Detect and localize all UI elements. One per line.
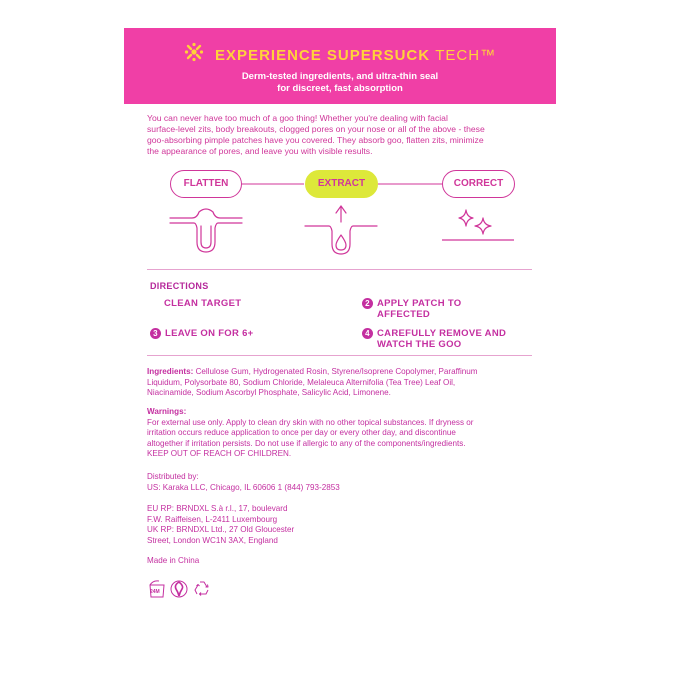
step-number-badge: 4 bbox=[362, 328, 373, 339]
ingredients-block bbox=[147, 367, 537, 399]
step-number-badge: 2 bbox=[362, 298, 373, 309]
banner-title-text: EXPERIENCE SUPERSUCK bbox=[215, 46, 431, 64]
distributor-label: Distributed by: bbox=[147, 472, 199, 481]
header-banner bbox=[124, 28, 556, 104]
direction-step-text bbox=[377, 298, 461, 320]
distributor-line: US: Karaka LLC, Chicago, IL 60606 1 (844) 793-2853 bbox=[147, 482, 340, 492]
warnings-label: Warnings: bbox=[147, 407, 187, 416]
representative-line: UK RP: BRNDXL Ltd., 27 Old Gloucester bbox=[147, 525, 295, 534]
extraction-arrow-icon bbox=[301, 204, 381, 260]
direction-step-text bbox=[377, 328, 506, 350]
pill-flatten: FLATTEN bbox=[170, 170, 242, 198]
direction-step-line: CAREFULLY REMOVE AND bbox=[377, 328, 507, 339]
direction-step-4 bbox=[362, 328, 506, 350]
distributor-block bbox=[147, 472, 537, 493]
green-dot-icon bbox=[170, 580, 188, 603]
intro-line: goo-absorbing pimple patches have you covered. They absorb goo, flatten zits, minimize bbox=[147, 135, 484, 145]
step-number-badge: 3 bbox=[150, 328, 161, 339]
banner-title-suffix: TECH™ bbox=[435, 46, 497, 64]
direction-step-2 bbox=[362, 298, 461, 320]
pore-bump-icon bbox=[166, 208, 246, 258]
ingredients-line: Cellulose Gum, Hydrogenated Rosin, Styrene/Isoprene Copolymer, Paraffinum bbox=[195, 367, 478, 376]
banner-subtitle-line: Derm-tested ingredients, and ultra-thin seal bbox=[241, 71, 439, 82]
direction-step-3 bbox=[150, 328, 254, 339]
direction-step-line: AFFECTED bbox=[377, 309, 431, 320]
warnings-block bbox=[147, 407, 537, 460]
representative-block bbox=[147, 504, 537, 546]
representative-line: F.W. Raiffeisen, L-2411 Luxembourg bbox=[147, 514, 278, 524]
steps-diagram bbox=[124, 164, 556, 264]
direction-step-line: APPLY PATCH TO bbox=[377, 298, 462, 309]
recycle-icon bbox=[192, 579, 212, 604]
representative-line: Street, London WC1N 3AX, England bbox=[147, 535, 278, 545]
ingredients-line: Niacinamide, Sodium Ascorbyl Phosphate, Salicylic Acid, Limonene. bbox=[147, 388, 391, 397]
intro-line: the appearance of pores, and leave you with visible results. bbox=[147, 146, 373, 156]
banner-title bbox=[124, 44, 556, 68]
period-after-opening-icon bbox=[147, 579, 167, 604]
made-in: Made in China bbox=[147, 556, 200, 565]
pill-extract: EXTRACT bbox=[305, 170, 378, 198]
sparkle-icon bbox=[438, 208, 518, 248]
warnings-line: irritation occurs reduce application to once per day or every other day, and discontinue bbox=[147, 428, 456, 437]
divider bbox=[147, 269, 532, 270]
pill-correct: CORRECT bbox=[442, 170, 515, 198]
direction-step-line: WATCH THE GOO bbox=[377, 339, 462, 350]
warnings-line: KEEP OUT OF REACH OF CHILDREN. bbox=[147, 449, 292, 458]
directions-title: DIRECTIONS bbox=[150, 281, 209, 291]
representative-line: EU RP: BRNDXL S.à r.l., 17, boulevard bbox=[147, 504, 288, 513]
starburst-icon bbox=[184, 42, 204, 66]
direction-step-1 bbox=[164, 298, 241, 309]
ingredients-label: Ingredients: bbox=[147, 367, 194, 376]
pao-label: 24M bbox=[150, 589, 160, 595]
warnings-line: altogether if irritation persists. Do not use if allergic to any of the components/ingredients. bbox=[147, 438, 466, 448]
banner-subtitle-line: for discreet, fast absorption bbox=[277, 83, 403, 94]
intro-paragraph bbox=[147, 113, 531, 157]
warnings-line: For external use only. Apply to clean dry skin with no other topical substances. If dryness or bbox=[147, 417, 474, 427]
divider bbox=[147, 355, 532, 356]
ingredients-line: Liquidum, Polysorbate 80, Sodium Chloride, Melaleuca Alternifolia (Tea Tree) Leaf Oil, bbox=[147, 377, 456, 387]
intro-line: surface-level zits, body breakouts, clogged pores on your nose or all of the above - these bbox=[147, 124, 485, 134]
banner-subtitle bbox=[124, 71, 556, 95]
direction-step-text: CLEAN TARGET bbox=[164, 298, 242, 309]
direction-step-text: LEAVE ON FOR 6+ bbox=[165, 328, 254, 339]
intro-line: You can never have too much of a goo thing! Whether you're dealing with facial bbox=[147, 113, 448, 123]
